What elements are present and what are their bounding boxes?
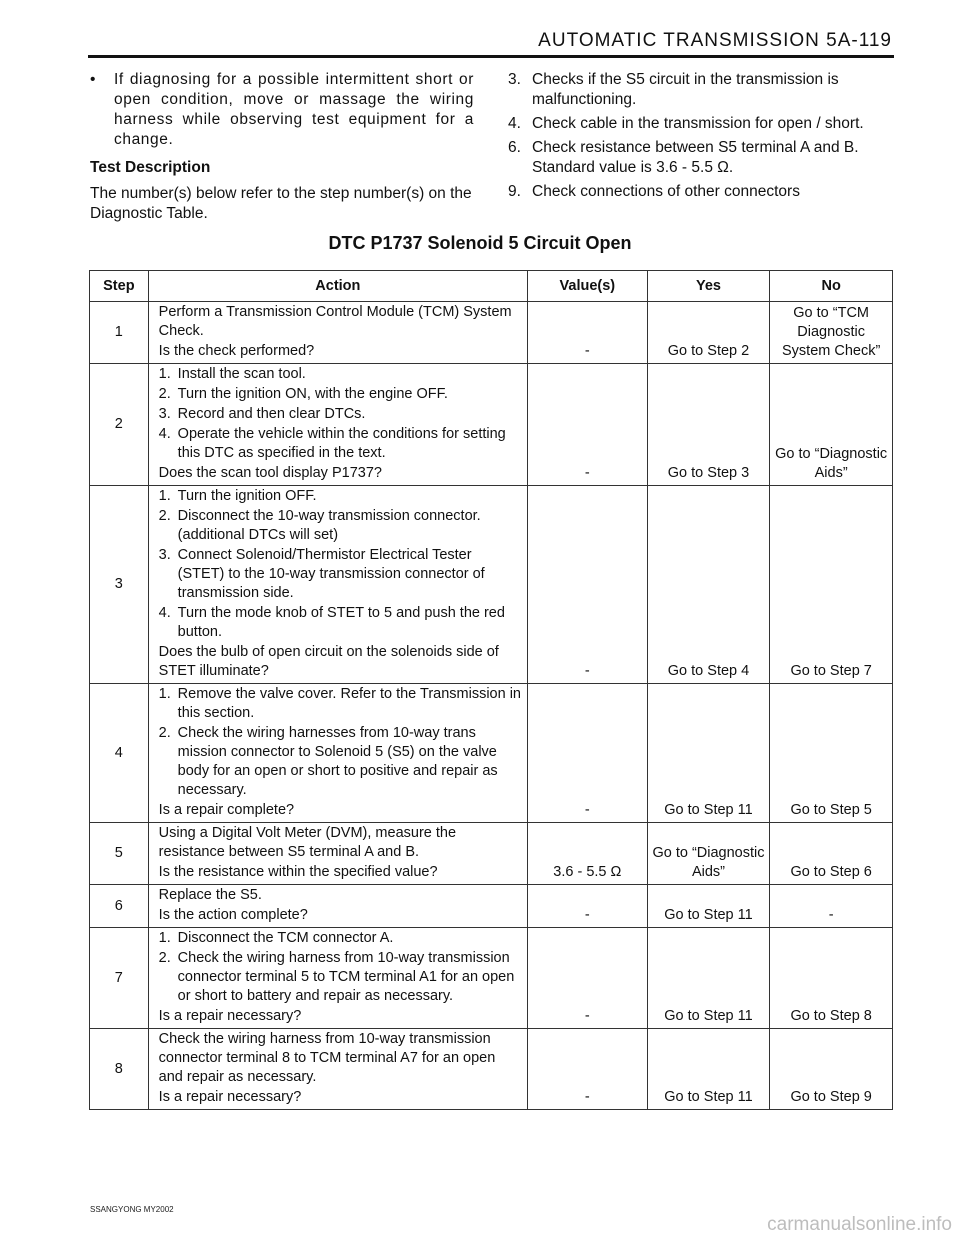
step-number: 7 <box>90 928 149 1029</box>
footer-model-year: SSANGYONG MY2002 <box>90 1205 174 1214</box>
action-item <box>159 546 522 603</box>
action-item-text: Turn the ignition OFF. <box>177 488 317 504</box>
yes-cell: Go to “Diagnostic Aids” <box>647 823 770 885</box>
action-line: Replace the S5. <box>158 887 262 903</box>
action-item-text: Install the scan tool. <box>177 366 306 382</box>
action-question: Does the scan tool display P1737? <box>158 465 382 481</box>
action-item-text: Check the wiring harness from 10-way transmission connector terminal 5 to TCM terminal A1 for an open or short to battery and repair as necessary. <box>177 950 515 1004</box>
action-line: Perform a Transmission Control Module (TCM) System Check. <box>158 304 512 339</box>
action-cell <box>148 364 527 486</box>
no-cell: Go to “TCM Diagnostic System Check” <box>770 302 893 364</box>
step-number: 5 <box>90 823 149 885</box>
action-question: Is a repair necessary? <box>158 1008 302 1024</box>
test-description-text: The number(s) below refer to the step number(s) on the Diagnostic Table. <box>90 185 472 222</box>
test-note-item <box>508 138 894 178</box>
action-question: Is the check performed? <box>158 343 315 359</box>
test-note-text: Checks if the S5 circuit in the transmission is malfunctioning. <box>532 71 839 108</box>
test-note-number: 4. <box>508 115 521 132</box>
step-number: 6 <box>90 885 149 928</box>
action-item-text: Connect Solenoid/Thermistor Electrical Tester (STET) to the 10-way transmission connector of transmission side. <box>177 547 485 601</box>
test-note-item <box>508 182 894 202</box>
header-value: Value(s) <box>528 271 648 302</box>
yes-cell: Go to Step 11 <box>647 1029 770 1110</box>
action-item <box>159 507 522 545</box>
action-item-text: Disconnect the TCM connector A. <box>177 930 394 946</box>
header-no: No <box>770 271 893 302</box>
action-line: Using a Digital Volt Meter (DVM), measure the resistance between S5 terminal A and B. <box>158 825 457 860</box>
yes-cell: Go to Step 11 <box>647 684 770 823</box>
value-cell: - <box>528 928 648 1029</box>
test-note-number: 9. <box>508 183 521 200</box>
diagnostic-table-title: DTC P1737 Solenoid 5 Circuit Open <box>328 233 632 253</box>
bullet-dot-icon: • <box>90 71 97 88</box>
action-item <box>159 604 522 642</box>
table-row <box>90 302 893 364</box>
action-item <box>159 425 522 463</box>
action-item-text: Turn the ignition ON, with the engine OFF. <box>177 386 448 402</box>
action-item-text: Turn the mode knob of STET to 5 and push the red button. <box>177 605 505 640</box>
watermark-text: carmanualsonline.info <box>767 1214 952 1235</box>
action-item-text: Remove the valve cover. Refer to the Transmission in this section. <box>177 686 521 721</box>
action-item-number: 3. <box>158 547 171 563</box>
action-question: Is a repair complete? <box>158 802 295 818</box>
no-cell: Go to Step 8 <box>770 928 893 1029</box>
diagnostic-table <box>89 270 893 1110</box>
action-item-number: 2. <box>158 950 171 966</box>
test-note-number: 3. <box>508 71 521 88</box>
step-number: 4 <box>90 684 149 823</box>
no-cell: Go to Step 6 <box>770 823 893 885</box>
step-number: 1 <box>90 302 149 364</box>
intermittent-bullet <box>90 70 474 150</box>
value-cell: - <box>528 885 648 928</box>
action-item-number: 1. <box>158 930 171 946</box>
action-item <box>159 487 522 506</box>
action-question: Is the action complete? <box>158 907 308 923</box>
action-cell <box>148 486 527 684</box>
action-cell <box>148 684 527 823</box>
action-item-text: Disconnect the 10-way transmission connector. (additional DTCs will set) <box>177 508 481 543</box>
action-item <box>159 949 522 1006</box>
action-item-number: 2. <box>158 386 171 402</box>
test-note-text: Check resistance between S5 terminal A and B. Standard value is 3.6 - 5.5 Ω. <box>532 139 859 176</box>
table-row <box>90 364 893 486</box>
yes-cell: Go to Step 4 <box>647 486 770 684</box>
action-item <box>159 685 522 723</box>
action-question: Is the resistance within the specified value? <box>158 864 438 880</box>
value-cell: - <box>528 302 648 364</box>
right-column <box>508 70 894 206</box>
test-note-text: Check cable in the transmission for open / short. <box>532 115 864 132</box>
header-yes: Yes <box>647 271 770 302</box>
action-item-number: 2. <box>158 508 171 524</box>
page-header-title: AUTOMATIC TRANSMISSION 5A-119 <box>538 30 892 51</box>
no-cell: Go to Step 9 <box>770 1029 893 1110</box>
value-cell: 3.6 - 5.5 Ω <box>528 823 648 885</box>
yes-cell: Go to Step 3 <box>647 364 770 486</box>
header-rule <box>88 55 894 58</box>
action-item-text: Operate the vehicle within the conditions for setting this DTC as specified in the text. <box>177 426 506 461</box>
action-item-number: 4. <box>158 605 171 621</box>
action-item <box>159 929 522 948</box>
action-cell <box>148 1029 527 1110</box>
action-item <box>159 385 522 404</box>
value-cell: - <box>528 1029 648 1110</box>
action-item-number: 1. <box>158 366 171 382</box>
bullet-text: If diagnosing for a possible intermittent short or open condition, move or massage the wiring harness while observing test equipment for a change. <box>114 71 474 148</box>
action-item <box>159 405 522 424</box>
action-item-text: Check the wiring harnesses from 10-way trans mission connector to Solenoid 5 (S5) on the valve body for an open or short to positive and repair as necessary. <box>177 725 498 798</box>
value-cell: - <box>528 486 648 684</box>
action-item <box>159 724 522 800</box>
table-row <box>90 684 893 823</box>
action-item-number: 1. <box>158 488 171 504</box>
action-line: Check the wiring harness from 10-way transmission connector terminal 8 to TCM terminal A7 for an open and repair as necessary. <box>158 1031 496 1085</box>
table-header-row <box>90 271 893 302</box>
test-note-text: Check connections of other connectors <box>532 183 800 200</box>
action-cell <box>148 928 527 1029</box>
no-cell: Go to Step 5 <box>770 684 893 823</box>
action-cell <box>148 302 527 364</box>
step-number: 8 <box>90 1029 149 1110</box>
step-number: 2 <box>90 364 149 486</box>
table-row <box>90 486 893 684</box>
no-cell: - <box>770 885 893 928</box>
action-item-text: Record and then clear DTCs. <box>177 406 366 422</box>
table-row <box>90 928 893 1029</box>
header-action: Action <box>148 271 527 302</box>
action-item-number: 1. <box>158 686 171 702</box>
test-description-heading: Test Description <box>90 159 211 176</box>
header-step: Step <box>90 271 149 302</box>
table-row <box>90 1029 893 1110</box>
yes-cell: Go to Step 2 <box>647 302 770 364</box>
step-number: 3 <box>90 486 149 684</box>
test-note-item <box>508 70 894 110</box>
action-item-number: 3. <box>158 406 171 422</box>
value-cell: - <box>528 684 648 823</box>
table-row <box>90 823 893 885</box>
left-column <box>90 70 474 224</box>
yes-cell: Go to Step 11 <box>647 885 770 928</box>
action-cell <box>148 885 527 928</box>
value-cell: - <box>528 364 648 486</box>
test-note-number: 6. <box>508 139 521 156</box>
no-cell: Go to “Diagnostic Aids” <box>770 364 893 486</box>
action-question: Is a repair necessary? <box>158 1089 302 1105</box>
table-row <box>90 885 893 928</box>
action-item-number: 4. <box>158 426 171 442</box>
test-note-item <box>508 114 894 134</box>
action-item <box>159 365 522 384</box>
action-cell <box>148 823 527 885</box>
action-item-number: 2. <box>158 725 171 741</box>
action-question: Does the bulb of open circuit on the solenoids side of STET illuminate? <box>158 644 499 679</box>
no-cell: Go to Step 7 <box>770 486 893 684</box>
yes-cell: Go to Step 11 <box>647 928 770 1029</box>
